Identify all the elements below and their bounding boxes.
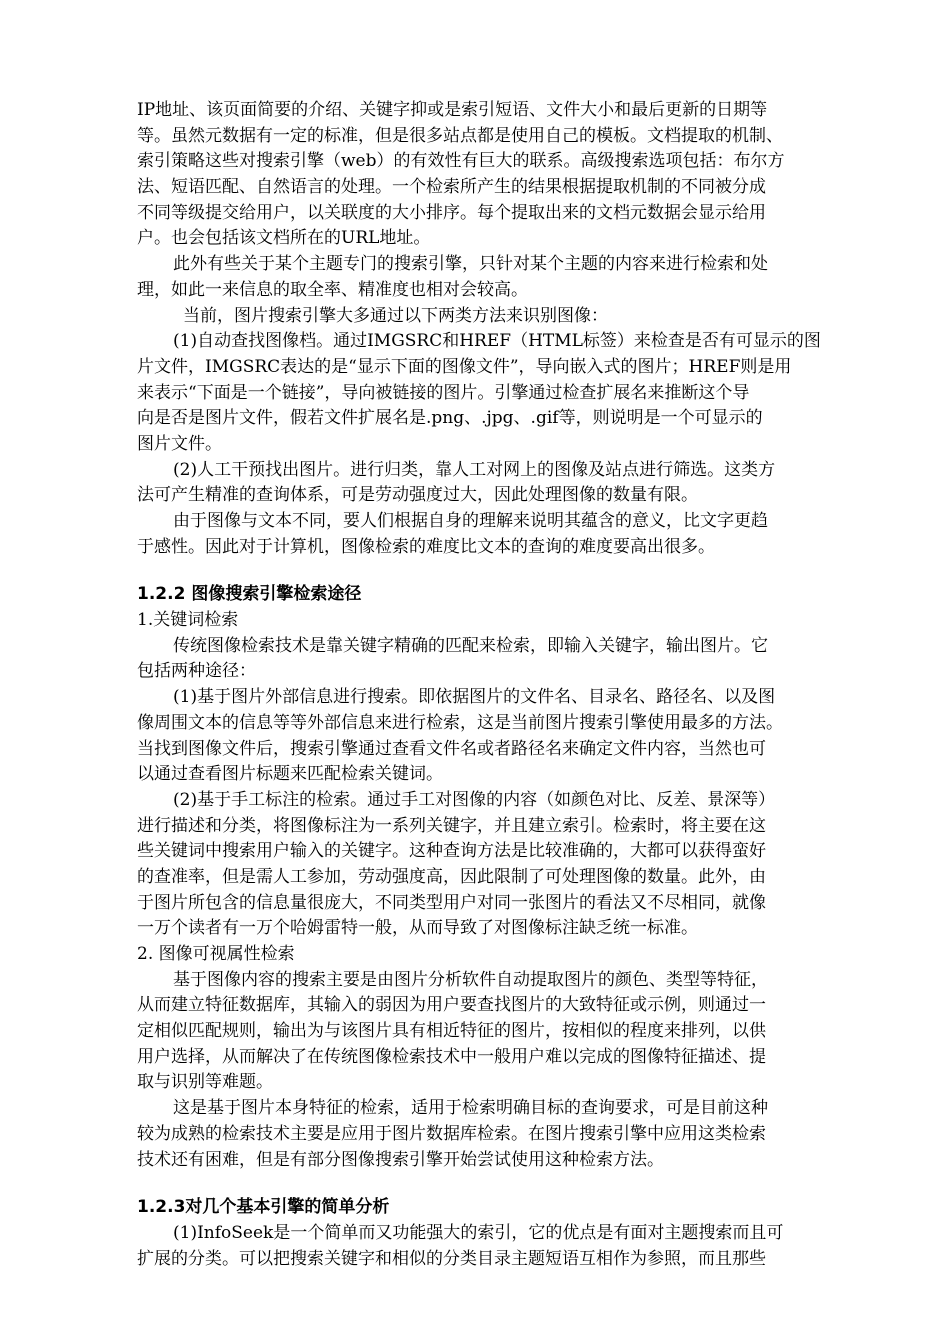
paragraph [137, 1221, 867, 1272]
text-line: 以通过查看图片标题来匹配检索关键词。 [137, 764, 443, 785]
text-line: 取与识别等难题。 [137, 1072, 273, 1093]
text-line: 来表示“下面是一个链接”，导向被链接的图片。引擎通过检查扩展名来推断这个导 [137, 382, 750, 403]
text-line: 户。也会包括该文档所在的URL地址。 [137, 228, 431, 249]
text-line: 理，如此一来信息的取全率、精准度也相对会较高。 [137, 279, 528, 300]
text-line: 基于图像内容的搜索主要是由图片分析软件自动提取图片的颜色、类型等特征， [173, 969, 768, 990]
paragraph [137, 458, 867, 509]
spacer [137, 1173, 867, 1195]
text-line: 扩展的分类。可以把搜索关键字和相似的分类目录主题短语互相作为参照，而且那些 [137, 1248, 766, 1269]
text-line: 片文件，IMGSRC表达的是“显示下面的图像文件”，导向嵌入式的图片；HREF则是用 [137, 356, 792, 377]
text-line: 包括两种途径： [137, 661, 256, 682]
paragraph [137, 968, 867, 1096]
text-line: (1)基于图片外部信息进行搜索。即依据图片的文件名、目录名、路径名、以及图 [173, 687, 776, 708]
paragraph [137, 304, 867, 330]
text-line: 些关键词中搜索用户输入的关键字。这种查询方法是比较准确的，大都可以获得蛮好 [137, 841, 766, 862]
text-line: 传统图像检索技术是靠关键字精确的匹配来检索，即输入关键字，输出图片。它 [173, 635, 768, 656]
text-line: 由于图像与文本不同，要人们根据自身的理解来说明其蕴含的意义，比文字更趋 [173, 511, 768, 531]
section-heading: 1.2.2 图像搜索引擎检索途径 [137, 584, 362, 605]
paragraph [137, 252, 867, 303]
text-line: 从而建立特征数据库，其输入的弱因为用户要查找图片的大致特征或示例，则通过一 [137, 995, 766, 1016]
text-line: 此外有些关于某个主题专门的搜索引擎，只针对某个主题的内容来进行检索和处 [173, 254, 768, 275]
section-heading: 1.2.3对几个基本引擎的简单分析 [137, 1197, 390, 1218]
paragraph [137, 98, 867, 252]
text-line: (1)自动查找图像档。通过IMGSRC和HREF（HTML标签）来检查是否有可显示的图 [173, 331, 821, 352]
paragraph [137, 1096, 867, 1173]
text-line: 索引策略这些对搜索引擎（web）的有效性有巨大的联系。高级搜索选项包括：布尔方 [137, 151, 785, 172]
subsection-title: 1.关键词检索 [137, 610, 239, 631]
text-line: 图片文件。 [137, 433, 222, 454]
text-line: 用户选择，从而解决了在传统图像检索技术中一般用户难以完成的图像特征描述、提 [137, 1046, 766, 1067]
subsection-title: 2. 图像可视属性检索 [137, 944, 295, 964]
text-line: 技术还有困难，但是有部分图像搜索引擎开始尝试使用这种检索方法。 [137, 1149, 664, 1170]
text-line: 于感性。因此对于计算机，图像检索的难度比文本的查询的难度要高出很多。 [137, 536, 715, 557]
text-line: 定相似匹配规则，输出为与该图片具有相近特征的图片，按相似的程度来排列，以供 [137, 1021, 766, 1042]
text-line: 于图片所包含的信息量很庞大，不同类型用户对同一张图片的看法又不尽相同，就像 [137, 892, 766, 913]
text-line: 当找到图像文件后，搜索引擎通过查看文件名或者路径名来确定文件内容，当然也可 [137, 738, 766, 759]
paragraph [137, 634, 867, 685]
text-line: 较为成熟的检索技术主要是应用于图片数据库检索。在图片搜索引擎中应用这类检索 [137, 1123, 766, 1144]
paragraph [137, 788, 867, 942]
page-content [137, 98, 867, 1272]
paragraph [137, 509, 867, 560]
text-line: 向是否是图片文件，假若文件扩展名是.png、.jpg、.gif等，则说明是一个可显示的 [137, 408, 763, 429]
text-line: 法可产生精准的查询体系，可是劳动强度过大，因此处理图像的数量有限。 [137, 485, 698, 506]
paragraph [137, 329, 867, 457]
text-line: 这是基于图片本身特征的检索，适用于检索明确目标的查询要求，可是目前这种 [173, 1098, 768, 1119]
text-line: 当前，图片搜索引擎大多通过以下两类方法来识别图像： [183, 305, 608, 326]
text-line: IP地址、该页面简要的介绍、关键字抑或是索引短语、文件大小和最后更新的日期等 [137, 100, 768, 120]
text-line: 像周围文本的信息等等外部信息来进行检索，这是当前图片搜索引擎使用最多的方法。 [137, 712, 783, 733]
text-line: 进行描述和分类，将图像标注为一系列关键字，并且建立索引。检索时，将主要在这 [137, 815, 766, 836]
text-line: (2)基于手工标注的检索。通过手工对图像的内容（如颜色对比、反差、景深等） [173, 789, 776, 810]
text-line: (2)人工干预找出图片。进行归类，靠人工对网上的图像及站点进行筛选。这类方 [173, 459, 776, 480]
text-line: 法、短语匹配、自然语言的处理。一个检索所产生的结果根据提取机制的不同被分成 [137, 177, 766, 198]
text-line: (1)InfoSeek是一个简单而又功能强大的索引，它的优点是有面对主题搜索而且可 [173, 1222, 784, 1243]
text-line: 一万个读者有一万个哈姆雷特一般，从而导致了对图像标注缺乏统一标准。 [137, 918, 698, 939]
paragraph [137, 685, 867, 788]
text-line: 不同等级提交给用户，以关联度的大小排序。每个提取出来的文档元数据会显示给用 [137, 202, 766, 223]
spacer [137, 560, 867, 582]
text-line: 等。虽然元数据有一定的标准，但是很多站点都是使用自己的模板。文档提取的机制、 [137, 125, 783, 146]
text-line: 的查准率，但是需人工参加，劳动强度高，因此限制了可处理图像的数量。此外，由 [137, 866, 766, 887]
